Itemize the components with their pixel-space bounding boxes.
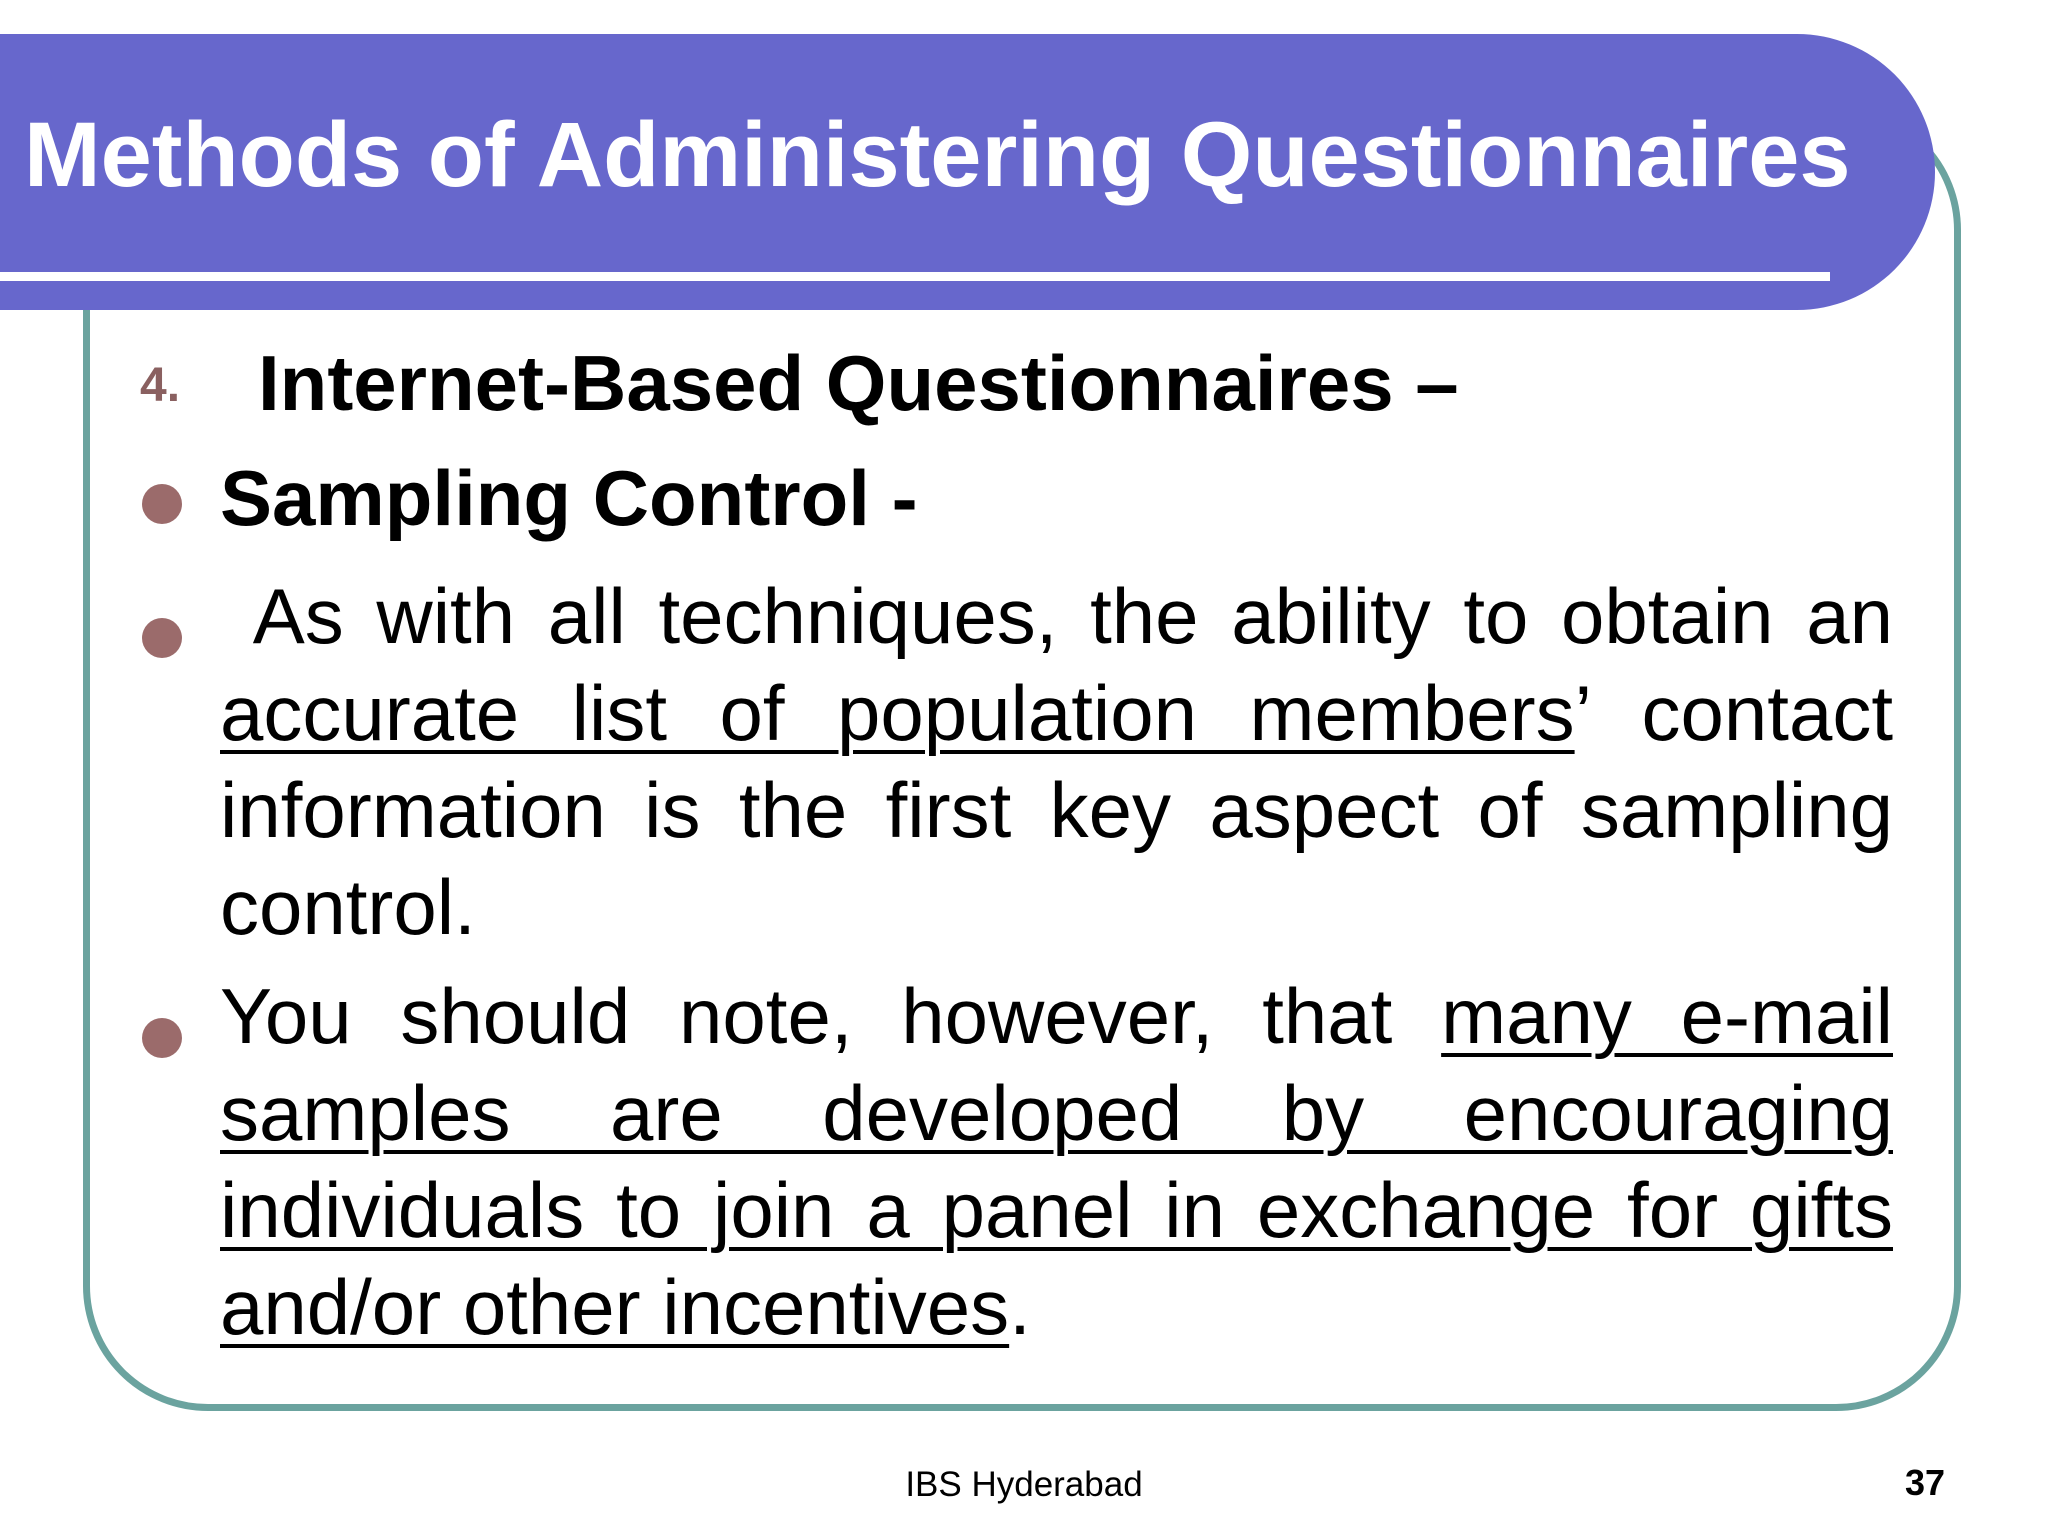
bullet-lead-text: As with all techniques, the ability to obtain an [252,572,1893,660]
bullet-rest-text: . [1009,1263,1031,1351]
bullet-dot-icon [142,484,182,524]
numbered-item-text: Internet-Based Questionnaires – [258,339,1459,427]
bullet-dot-icon [142,1018,182,1058]
bullet-heading-text: Sampling Control - [220,454,918,542]
bullet-rest-text: ’ contact information is the first key aspect of sampling control. [220,669,1894,951]
bullet-item-paragraph [140,968,1900,1356]
bullet-item-heading [140,450,1900,568]
bullet-dot-icon [142,618,182,658]
slide-body [140,320,1900,1356]
bullet-lead-text: You should note, however, that [220,972,1393,1060]
footer-source: IBS Hyderabad [905,1465,1143,1504]
underlined-phrase: many e-mail samples are developed by encouraging individuals to join a panel in exchange for gifts and/or other incentives [220,972,1893,1351]
numbered-item [140,330,1900,450]
underlined-phrase: accurate list of population members [220,669,1575,757]
bullet-item-paragraph [140,568,1900,956]
bullet-paragraph-text [220,568,1893,956]
number-marker: 4. [140,359,181,412]
page-number: 37 [1904,1462,1945,1503]
bullet-paragraph-text [220,968,1893,1356]
slide-title: Methods of Administering Questionnaires [24,104,1851,206]
title-underline-rule [0,272,1830,281]
